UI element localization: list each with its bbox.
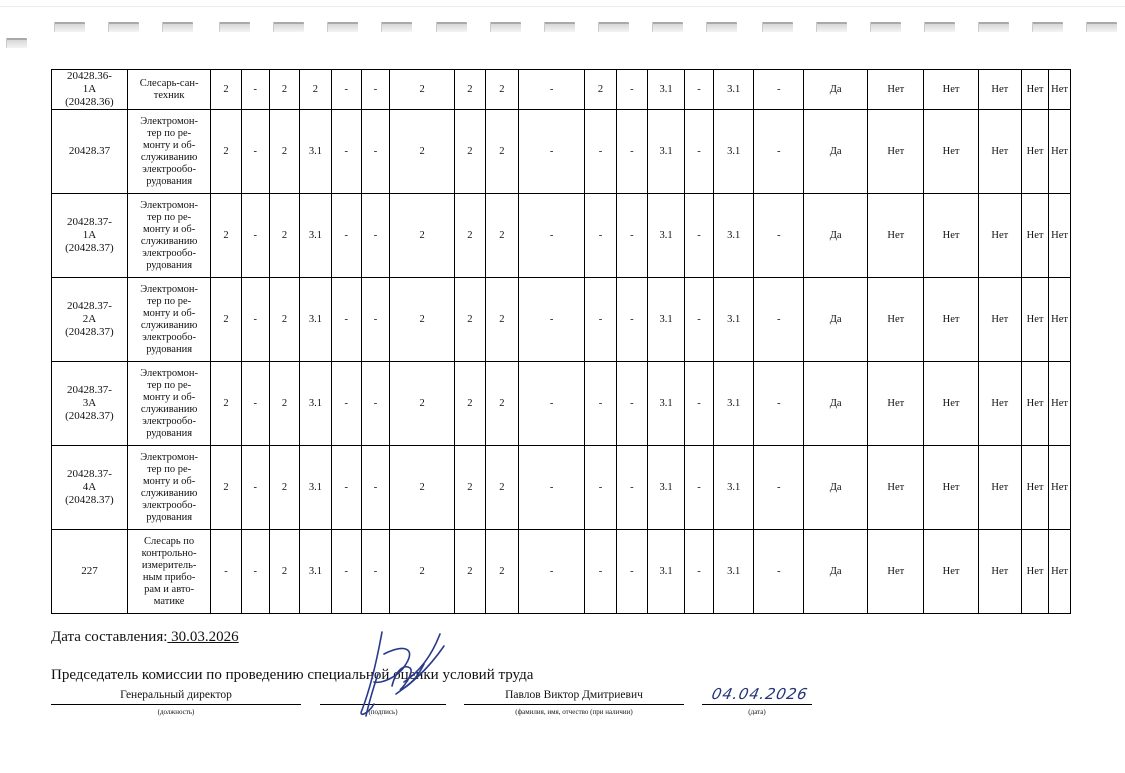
assessment-cell: Нет <box>1049 278 1071 362</box>
assessment-cell: Нет <box>1049 70 1071 110</box>
workplace-code-cell: 20428.37 <box>52 110 128 194</box>
assessment-cell: - <box>616 194 647 278</box>
assessment-cell: 2 <box>269 110 299 194</box>
date-caption: (дата) <box>748 708 766 716</box>
assessment-cell: Нет <box>1022 446 1049 530</box>
assessment-cell: - <box>585 110 616 194</box>
assessment-cell: 2 <box>300 70 331 110</box>
assessment-cell: - <box>616 446 647 530</box>
assessment-cell: 2 <box>585 70 616 110</box>
binder-hole <box>598 22 629 32</box>
assessment-cell: 2 <box>485 278 519 362</box>
assessment-cell: Нет <box>868 446 924 530</box>
assessment-cell: 3.1 <box>648 446 685 530</box>
assessment-cell: - <box>519 446 585 530</box>
assessment-cell: - <box>585 446 616 530</box>
binder-hole <box>54 22 85 32</box>
assessment-cell: Нет <box>1049 194 1071 278</box>
assessment-cell: Нет <box>1049 362 1071 446</box>
assessment-cell: - <box>331 194 361 278</box>
assessment-cell: - <box>331 446 361 530</box>
assessment-cell: 2 <box>211 362 241 446</box>
fio-value: Павлов Виктор Дмитриевич <box>505 689 643 701</box>
assessment-cell: 3.1 <box>714 530 754 614</box>
assessment-cell: Нет <box>924 362 978 446</box>
binder-hole <box>924 22 955 32</box>
table-row <box>52 362 1071 446</box>
workplace-code-cell: 20428.36- 1А (20428.36) <box>52 70 128 110</box>
assessment-cell: 3.1 <box>648 530 685 614</box>
assessment-cell: Нет <box>924 110 978 194</box>
assessment-cell: Да <box>804 278 868 362</box>
assessment-cell: - <box>519 278 585 362</box>
binder-hole <box>1086 22 1117 32</box>
assessment-cell: - <box>684 278 713 362</box>
assessment-cell: 3.1 <box>300 362 331 446</box>
assessment-cell: 2 <box>455 70 485 110</box>
assessment-cell: - <box>361 278 389 362</box>
assessment-cell: Нет <box>868 530 924 614</box>
assessment-cell: 2 <box>211 194 241 278</box>
assessment-cell: Да <box>804 110 868 194</box>
assessment-cell: 2 <box>390 110 455 194</box>
assessment-cell: 2 <box>390 362 455 446</box>
assessment-cell: 3.1 <box>714 446 754 530</box>
binder-hole <box>108 22 139 32</box>
assessment-cell: Нет <box>868 110 924 194</box>
position-name-cell: Слесарь-сан- техник <box>127 70 210 110</box>
binder-hole <box>327 22 358 32</box>
binder-hole <box>870 22 901 32</box>
binder-hole <box>978 22 1009 32</box>
position-name-cell: Электромон- тер по ре- монту и об- служиванию электрообо- рудования <box>127 362 210 446</box>
assessment-cell: Нет <box>1022 530 1049 614</box>
assessment-cell: 2 <box>485 362 519 446</box>
assessment-cell: - <box>585 194 616 278</box>
binder-hole <box>490 22 521 32</box>
assessment-cell: - <box>331 362 361 446</box>
binder-hole <box>544 22 575 32</box>
assessment-cell: - <box>684 362 713 446</box>
workplace-code-cell: 20428.37- 4А (20428.37) <box>52 446 128 530</box>
assessment-cell: - <box>585 362 616 446</box>
assessment-cell: 2 <box>485 110 519 194</box>
assessment-cell: 2 <box>485 446 519 530</box>
assessment-cell: - <box>519 70 585 110</box>
binder-hole <box>381 22 412 32</box>
binder-hole <box>706 22 737 32</box>
assessment-cell: - <box>616 530 647 614</box>
assessment-cell: - <box>241 70 269 110</box>
assessment-cell: 2 <box>485 70 519 110</box>
table-row <box>52 194 1071 278</box>
assessment-cell: Да <box>804 194 868 278</box>
assessment-cell: - <box>519 530 585 614</box>
signature-caption: (подпись) <box>368 708 398 716</box>
compile-date <box>51 628 239 646</box>
assessment-cell: 3.1 <box>648 70 685 110</box>
binder-hole <box>219 22 250 32</box>
assessment-cell: Нет <box>978 194 1021 278</box>
position-name-cell: Электромон- тер по ре- монту и об- служиванию электрообо- рудования <box>127 446 210 530</box>
assessment-cell: 2 <box>269 362 299 446</box>
assessment-cell: - <box>684 530 713 614</box>
assessment-cell: Нет <box>1049 446 1071 530</box>
assessment-cell: 2 <box>211 70 241 110</box>
assessment-cell: Нет <box>1049 110 1071 194</box>
assessment-cell: - <box>361 446 389 530</box>
assessment-cell: Да <box>804 446 868 530</box>
assessment-cell: - <box>241 194 269 278</box>
assessment-cell: 2 <box>211 446 241 530</box>
assessment-cell: 3.1 <box>300 110 331 194</box>
binder-holes <box>0 0 1125 50</box>
assessment-cell: 3.1 <box>648 362 685 446</box>
assessment-cell: - <box>585 530 616 614</box>
assessment-cell: Нет <box>924 530 978 614</box>
assessment-cell: 2 <box>390 194 455 278</box>
assessment-cell: - <box>241 530 269 614</box>
assessment-cell: - <box>361 110 389 194</box>
binder-hole <box>436 22 467 32</box>
assessment-cell: 3.1 <box>300 446 331 530</box>
binder-hole <box>816 22 847 32</box>
table-row <box>52 110 1071 194</box>
assessment-cell: 2 <box>211 278 241 362</box>
assessment-cell: 2 <box>485 194 519 278</box>
binder-hole <box>273 22 304 32</box>
assessment-cell: - <box>754 110 804 194</box>
position-field <box>51 688 301 716</box>
assessment-cell: 3.1 <box>714 362 754 446</box>
assessment-cell: 2 <box>269 446 299 530</box>
assessment-cell: 2 <box>390 278 455 362</box>
assessment-cell: - <box>616 110 647 194</box>
assessment-cell: Нет <box>978 70 1021 110</box>
assessment-cell: 2 <box>211 110 241 194</box>
assessment-cell: - <box>754 530 804 614</box>
workplace-code-cell: 20428.37- 2А (20428.37) <box>52 278 128 362</box>
assessment-cell: - <box>519 110 585 194</box>
assessment-cell: Нет <box>868 362 924 446</box>
assessment-cell: Нет <box>1022 110 1049 194</box>
binder-hole <box>652 22 683 32</box>
assessment-cell: - <box>331 110 361 194</box>
assessment-cell: Нет <box>868 278 924 362</box>
assessment-cell: 3.1 <box>300 194 331 278</box>
assessment-cell: 3.1 <box>300 530 331 614</box>
assessment-cell: Да <box>804 70 868 110</box>
workplace-code-cell: 20428.37- 1А (20428.37) <box>52 194 128 278</box>
handwritten-date: 04.04.2026 <box>710 685 810 703</box>
assessment-cell: Нет <box>1049 530 1071 614</box>
binder-hole <box>162 22 193 32</box>
assessment-cell: 3.1 <box>714 278 754 362</box>
assessment-cell: - <box>616 70 647 110</box>
assessment-cell: 3.1 <box>714 194 754 278</box>
handwritten-signature-icon <box>344 624 454 724</box>
table-row <box>52 278 1071 362</box>
assessment-cell: - <box>241 362 269 446</box>
assessment-cell: Да <box>804 362 868 446</box>
assessment-cell: Нет <box>868 70 924 110</box>
assessment-cell: 2 <box>390 446 455 530</box>
assessment-cell: - <box>754 362 804 446</box>
position-name-cell: Электромон- тер по ре- монту и об- служиванию электрообо- рудования <box>127 278 210 362</box>
assessment-cell: 2 <box>455 194 485 278</box>
assessment-cell: Да <box>804 530 868 614</box>
assessment-cell: Нет <box>1022 278 1049 362</box>
assessment-cell: - <box>241 446 269 530</box>
assessment-cell: - <box>331 530 361 614</box>
assessment-cell: Нет <box>924 194 978 278</box>
assessment-cell: Нет <box>978 530 1021 614</box>
assessment-cell: Нет <box>978 446 1021 530</box>
assessment-cell: - <box>211 530 241 614</box>
compile-date-value: 30.03.2026 <box>171 629 239 645</box>
assessment-cell: 2 <box>455 110 485 194</box>
assessment-cell: 2 <box>269 278 299 362</box>
assessment-cell: Нет <box>978 110 1021 194</box>
assessment-cell: - <box>241 278 269 362</box>
assessment-cell: Нет <box>868 194 924 278</box>
assessment-cell: 3.1 <box>648 278 685 362</box>
assessment-cell: Нет <box>1022 362 1049 446</box>
position-name-cell: Электромон- тер по ре- монту и об- служиванию электрообо- рудования <box>127 194 210 278</box>
assessment-cell: 3.1 <box>648 194 685 278</box>
assessment-cell: - <box>361 530 389 614</box>
assessment-cell: 2 <box>269 194 299 278</box>
compile-date-label: Дата составления: <box>51 629 168 645</box>
position-name-cell: Слесарь по контрольно- измеритель- ным прибо- рам и авто- матике <box>127 530 210 614</box>
assessment-cell: - <box>616 278 647 362</box>
assessment-cell: - <box>361 194 389 278</box>
fio-caption: (фамилия, имя, отчество (при наличии) <box>515 708 633 716</box>
assessment-cell: Нет <box>978 278 1021 362</box>
assessment-cell: 2 <box>455 362 485 446</box>
workplace-code-cell: 20428.37- 3А (20428.37) <box>52 362 128 446</box>
assessment-cell: - <box>754 446 804 530</box>
assessment-cell: - <box>585 278 616 362</box>
assessment-cell: Нет <box>978 362 1021 446</box>
position-caption: (должность) <box>157 708 195 716</box>
assessment-cell: - <box>754 70 804 110</box>
binder-hole <box>762 22 793 32</box>
table-row <box>52 530 1071 614</box>
assessment-cell: - <box>754 194 804 278</box>
assessment-cell: 2 <box>455 446 485 530</box>
assessment-cell: 2 <box>455 530 485 614</box>
assessment-cell: - <box>519 194 585 278</box>
assessment-cell: 2 <box>390 70 455 110</box>
assessment-cell: 3.1 <box>648 110 685 194</box>
assessment-cell: - <box>754 278 804 362</box>
assessment-cell: 3.1 <box>300 278 331 362</box>
assessment-cell: Нет <box>924 278 978 362</box>
table-row <box>52 446 1071 530</box>
workplace-code-cell: 227 <box>52 530 128 614</box>
assessment-cell: Нет <box>924 446 978 530</box>
position-value: Генеральный директор <box>120 689 232 701</box>
binder-hole <box>1032 22 1063 32</box>
assessment-cell: - <box>361 362 389 446</box>
assessment-cell: 2 <box>485 530 519 614</box>
assessment-cell: - <box>684 446 713 530</box>
binder-hole <box>6 38 27 48</box>
fio-field <box>464 688 684 716</box>
assessment-cell: - <box>616 362 647 446</box>
assessment-cell: - <box>684 70 713 110</box>
commission-chair-title: Председатель комиссии по проведению специальной оценки условий труда <box>51 667 534 683</box>
assessment-cell: - <box>361 70 389 110</box>
assessment-cell: 3.1 <box>714 110 754 194</box>
assessment-cell: 2 <box>455 278 485 362</box>
assessment-cell: 2 <box>390 530 455 614</box>
assessment-cell: - <box>519 362 585 446</box>
assessment-cell: 3.1 <box>714 70 754 110</box>
assessment-cell: Нет <box>1022 194 1049 278</box>
table-row <box>52 70 1071 110</box>
assessment-table <box>51 69 1071 614</box>
assessment-cell: - <box>684 194 713 278</box>
assessment-cell: 2 <box>269 530 299 614</box>
assessment-cell: Нет <box>924 70 978 110</box>
assessment-cell: Нет <box>1022 70 1049 110</box>
position-name-cell: Электромон- тер по ре- монту и об- служиванию электрообо- рудования <box>127 110 210 194</box>
assessment-cell: - <box>241 110 269 194</box>
assessment-cell: - <box>331 70 361 110</box>
assessment-cell: - <box>331 278 361 362</box>
assessment-cell: 2 <box>269 70 299 110</box>
assessment-cell: - <box>684 110 713 194</box>
